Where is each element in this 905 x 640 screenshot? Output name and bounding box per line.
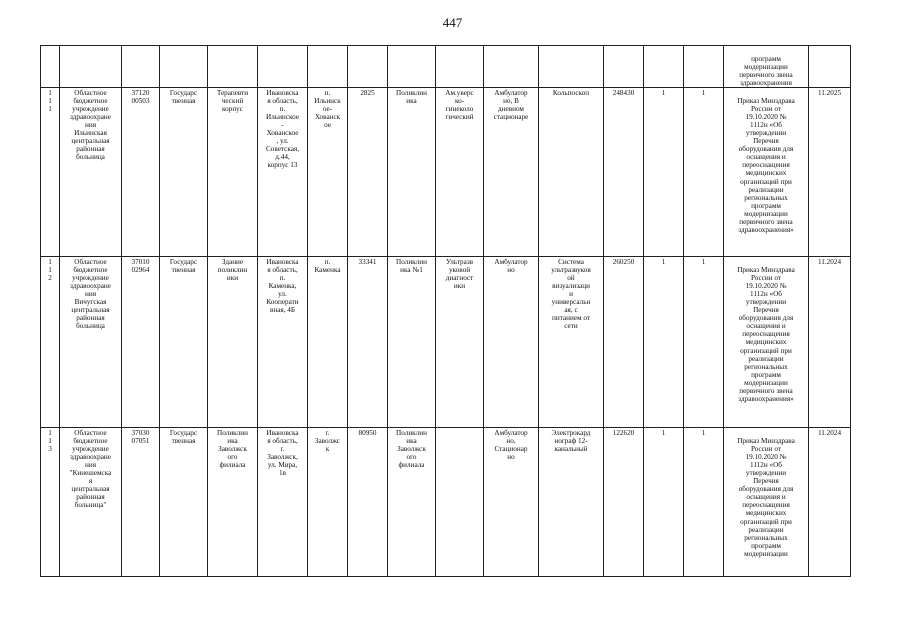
cell-settlement: г. Заволжс к — [308, 428, 348, 577]
cell-settlement: п. Каменка — [308, 257, 348, 428]
cell-institution: Областное бюджетное учреждение здравоохране ния Вичугская центральная районная больница — [60, 257, 122, 428]
cell-num: 1 1 2 — [41, 257, 60, 428]
cell-year — [809, 46, 851, 88]
cell-legal-basis — [724, 257, 809, 428]
cell-building — [208, 46, 258, 88]
cell-care-type — [484, 46, 539, 88]
cell-ownership: Государс твенная — [160, 257, 208, 428]
cell-building: Терапевти ческий корпус — [208, 88, 258, 257]
cell-code: 37030 07051 — [122, 428, 160, 577]
cell-building: Поликлин ика Заволжск ого филиала — [208, 428, 258, 577]
cell-institution: Областное бюджетное учреждение здравоохране ния "Кинешемска я центральная районная больница" — [60, 428, 122, 577]
cell-care-type: Амбулатор но, В дневном стационаре — [484, 88, 539, 257]
cell-department: Ам.уверс ко- гинеколо гический — [436, 88, 484, 257]
table-row — [41, 257, 851, 428]
cell-code: 37010 02964 — [122, 257, 160, 428]
cell-care-type: Амбулатор но, Стационар но — [484, 428, 539, 577]
table-row-continuation — [41, 46, 851, 88]
legal-basis-text: Приказ Минздрава России от 19.10.2020 № 1112н «Об утверждении Перечня оборудования для оснащения и переоснащения медицинских организаций при реализации региональных программ модернизации — [737, 437, 795, 558]
cell-institution: Областное бюджетное учреждение здравоохране ния Ильинская центральная районная больница — [60, 88, 122, 257]
legal-basis-text: Приказ Минздрава России от 19.10.2020 № 1112н «Об утверждении Перечня оборудования для оснащения и переоснащения медицинских организаций при реализации региональных программ модернизации первичного звена здравоохранения» — [737, 97, 795, 234]
cell-address: Ивановска я область, п. Ильинское - Хованское , ул. Советская, д.44, корпус 13 — [258, 88, 308, 257]
cell-legal-basis — [724, 428, 809, 577]
cell-qty-b: 1 — [684, 428, 724, 577]
cell-price: 260250 — [604, 257, 644, 428]
cell-address: Ивановска я область, п. Каменка, ул. Кооперати вная, 4Б — [258, 257, 308, 428]
table-row — [41, 88, 851, 257]
cell-year: 11.2024 — [809, 428, 851, 577]
cell-ownership: Государс твенная — [160, 88, 208, 257]
cell-year: 11.2025 — [809, 88, 851, 257]
cell-year: 11.2024 — [809, 257, 851, 428]
cell-population: 80950 — [348, 428, 388, 577]
cell-equipment — [539, 46, 604, 88]
cell-code: 37120 00503 — [122, 88, 160, 257]
cell-building: Здание поликлин ики — [208, 257, 258, 428]
cell-population: 33341 — [348, 257, 388, 428]
table-row — [41, 428, 851, 577]
cell-num — [41, 46, 60, 88]
cell-unit: Поликлин ика — [388, 88, 436, 257]
cell-qty-a: 1 — [644, 428, 684, 577]
cell-department — [436, 428, 484, 577]
cell-qty-b — [684, 46, 724, 88]
cell-unit — [388, 46, 436, 88]
cell-num: 1 1 3 — [41, 428, 60, 577]
cell-unit: Поликлин ика Заволжск ого филиала — [388, 428, 436, 577]
cell-price: 122620 — [604, 428, 644, 577]
cell-unit: Поликлин ика №1 — [388, 257, 436, 428]
cell-care-type: Амбулатор но — [484, 257, 539, 428]
cell-population: 2825 — [348, 88, 388, 257]
cell-code — [122, 46, 160, 88]
legal-basis-text: Приказ Минздрава России от 19.10.2020 № 1112н «Об утверждении Перечня оборудования для оснащения и переоснащения медицинских организаций при реализации региональных программ модернизации первичного звена здравоохранения» — [737, 266, 795, 403]
cell-equipment: Кольпоскоп — [539, 88, 604, 257]
page-number: 447 — [442, 15, 463, 30]
cell-address: Ивановска я область, г. Заволжск, ул. Мира, 1в — [258, 428, 308, 577]
cell-qty-a — [644, 46, 684, 88]
cell-legal-basis: программ модернизации первичного звена здравоохранения — [724, 46, 809, 88]
cell-population — [348, 46, 388, 88]
cell-price: 248430 — [604, 88, 644, 257]
cell-settlement — [308, 46, 348, 88]
cell-qty-b: 1 — [684, 88, 724, 257]
cell-ownership — [160, 46, 208, 88]
cell-department: Ультразв уковой диагност ики — [436, 257, 484, 428]
cell-settlement: п. Ильинск ое- Хованск ое — [308, 88, 348, 257]
cell-equipment: Электрокард иограф 12- канальный — [539, 428, 604, 577]
cell-ownership: Государс твенная — [160, 428, 208, 577]
cell-equipment: Система ультразвуков ой визуализаци и универсальн ая, с питанием от сети — [539, 257, 604, 428]
cell-qty-b: 1 — [684, 257, 724, 428]
cell-legal-basis — [724, 88, 809, 257]
cell-qty-a: 1 — [644, 257, 684, 428]
cell-address — [258, 46, 308, 88]
equipment-table — [40, 45, 851, 577]
cell-institution — [60, 46, 122, 88]
cell-qty-a: 1 — [644, 88, 684, 257]
cell-price — [604, 46, 644, 88]
cell-num: 1 1 1 — [41, 88, 60, 257]
cell-department — [436, 46, 484, 88]
